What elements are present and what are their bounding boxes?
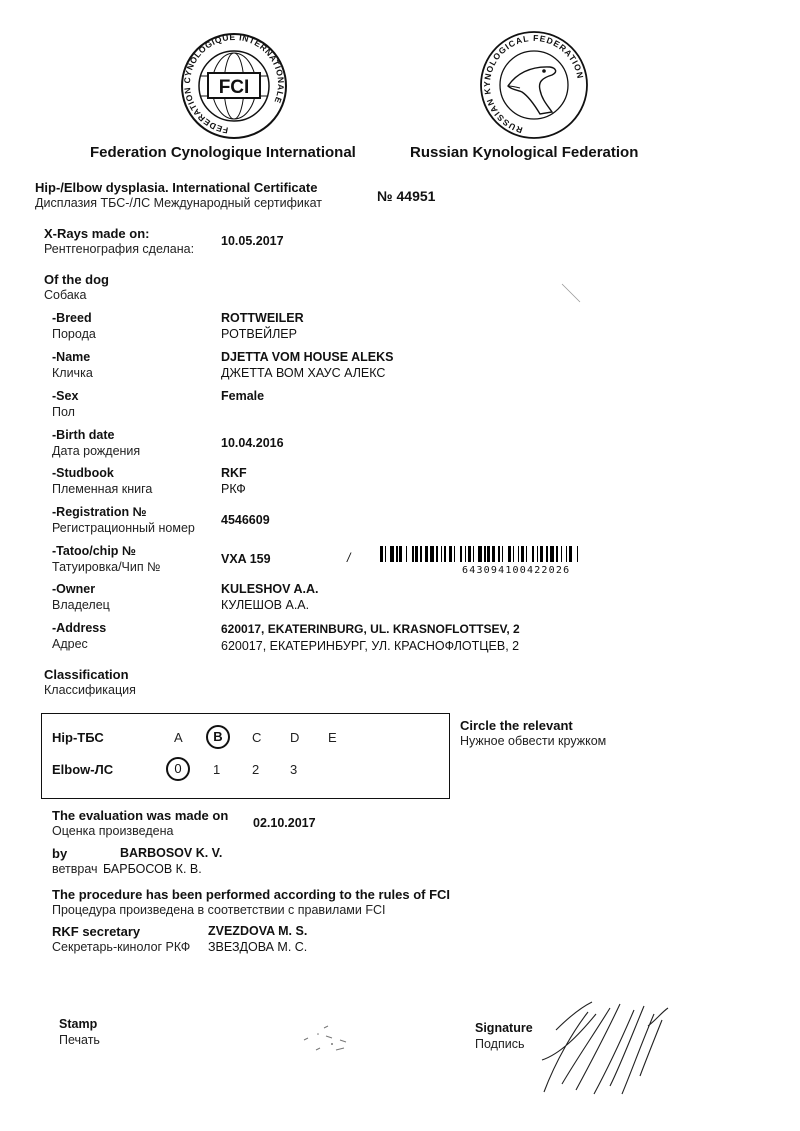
breed-label-en: -Breed: [52, 311, 92, 325]
barcode-bar: [487, 546, 490, 562]
fci-name: Federation Cynologique International: [90, 144, 356, 161]
barcode-bar: [498, 546, 500, 562]
classification-box: [41, 713, 450, 799]
dog-section-en: Of the dog: [44, 272, 109, 287]
stamp-label-en: Stamp: [59, 1017, 98, 1031]
barcode-bar: [569, 546, 572, 562]
elbow-grade-2: 2: [252, 762, 260, 777]
studbook-label-en: -Studbook: [52, 466, 114, 480]
procedure-ru: Процедура произведена в соответствии с правилами FCI: [52, 903, 386, 917]
hip-grade-b-circled: B: [206, 725, 230, 749]
fci-logo: [176, 32, 292, 140]
barcode-bar: [420, 546, 422, 562]
barcode-bar: [521, 546, 524, 562]
barcode-bar: [390, 546, 395, 562]
elbow-grade-1: 1: [213, 762, 221, 777]
barcode-bar: [526, 546, 528, 562]
barcode-bar: [546, 546, 548, 562]
certificate-title-ru: Дисплазия ТБС-/ЛС Международный сертификат: [35, 196, 322, 210]
name-value-en: DJETTA VOM HOUSE ALEKS: [221, 350, 394, 364]
signature-label-en: Signature: [475, 1021, 533, 1035]
chip-number: 643094100422026: [462, 565, 571, 576]
signature-scrawl: [536, 990, 696, 1100]
registration-value: 4546609: [221, 513, 270, 527]
barcode-bar: [492, 546, 495, 562]
rkf-ring-text: RUSSIAN KYNOLOGICAL FEDERATION: [481, 32, 586, 136]
stamp-mark: [296, 1010, 356, 1060]
barcode-bar: [556, 546, 558, 562]
barcode-bar: [513, 546, 515, 562]
owner-label-ru: Владелец: [52, 598, 110, 612]
sex-label-en: -Sex: [52, 389, 79, 403]
secretary-name-en: ZVEZDOVA M. S.: [208, 924, 308, 938]
procedure-en: The procedure has been performed according to the rules of FCI: [52, 887, 451, 902]
classification-label-en: Classification: [44, 667, 129, 682]
registration-label-en: -Registration №: [52, 505, 147, 519]
barcode-bar: [412, 546, 414, 562]
elbow-grade-0-circled: 0: [166, 757, 190, 781]
barcode-bar: [566, 546, 568, 562]
stray-mark: [560, 282, 584, 311]
barcode-bar: [385, 546, 387, 562]
barcode-bar: [460, 546, 462, 562]
barcode-bar: [415, 546, 418, 562]
secretary-label-ru: Секретарь-кинолог РКФ: [52, 940, 191, 954]
barcode-bar: [396, 546, 398, 562]
elbow-grade-0: [166, 757, 190, 781]
hip-grade-e: E: [328, 730, 337, 745]
address-label-ru: Адрес: [52, 637, 88, 651]
barcode-bar: [518, 546, 520, 562]
tattoo-value: VXA 159: [221, 552, 271, 566]
barcode-bar: [380, 546, 383, 562]
barcode-bar: [399, 546, 402, 562]
svg-text:RUSSIAN KYNOLOGICAL FEDERATION: [482, 33, 586, 135]
barcode-bar: [473, 546, 475, 562]
barcode-bar: [454, 546, 456, 562]
xray-date: 10.05.2017: [221, 234, 284, 248]
barcode-bar: [502, 546, 504, 562]
owner-value-en: KULESHOV A.A.: [221, 582, 319, 596]
hip-grade-d: D: [290, 730, 300, 745]
studbook-label-ru: Племенная книга: [52, 482, 153, 496]
barcode-bar: [532, 546, 534, 562]
address-label-en: -Address: [52, 621, 107, 635]
evaluation-label-ru: Оценка произведена: [52, 824, 174, 838]
hip-grade-a: A: [174, 730, 183, 745]
barcode-bar: [484, 546, 486, 562]
barcode-bar: [465, 546, 467, 562]
birth-label-ru: Дата рождения: [52, 444, 141, 458]
registration-label-ru: Регистрационный номер: [52, 521, 195, 535]
sex-value: Female: [221, 389, 265, 403]
breed-label-ru: Порода: [52, 327, 96, 341]
rkf-name: Russian Kynological Federation: [410, 144, 639, 161]
barcode-bar: [478, 546, 483, 562]
barcode-bar: [468, 546, 471, 562]
stamp-label-ru: Печать: [59, 1033, 100, 1047]
xray-label-ru: Рентгенография сделана:: [44, 242, 195, 256]
owner-value-ru: КУЛЕШОВ А.А.: [221, 598, 310, 612]
fci-ring-text: FEDERATION CYNOLOGIQUE INTERNATIONALE: [181, 32, 287, 136]
address-value-en: 620017, EKATERINBURG, UL. KRASNOFLOTTSEV, 2: [221, 622, 520, 636]
tattoo-label-ru: Татуировка/Чип №: [52, 560, 161, 574]
rkf-logo: [478, 30, 590, 140]
barcode-bar: [540, 546, 543, 562]
chip-barcode: [380, 546, 678, 562]
hip-label: Hip-ТБС: [52, 730, 104, 745]
barcode-bar: [425, 546, 428, 562]
secretary-label-en: RKF secretary: [52, 924, 141, 939]
birth-value: 10.04.2016: [221, 436, 284, 450]
owner-label-en: -Owner: [52, 582, 96, 596]
hip-grade-c: C: [252, 730, 262, 745]
barcode-bar: [406, 546, 408, 562]
tattoo-label-en: -Tatoo/chip №: [52, 544, 136, 558]
birth-label-en: -Birth date: [52, 428, 115, 442]
vet-name-en: BARBOSOV K. V.: [120, 846, 223, 860]
signature-label-ru: Подпись: [475, 1037, 525, 1051]
tattoo-separator: /: [347, 551, 351, 565]
by-label-en: by: [52, 846, 68, 861]
elbow-label: Elbow-ЛС: [52, 762, 114, 777]
evaluation-date: 02.10.2017: [253, 816, 316, 830]
studbook-value-ru: РКФ: [221, 482, 246, 496]
barcode-bar: [550, 546, 555, 562]
sex-label-ru: Пол: [52, 405, 75, 419]
hip-grade-b: [206, 725, 230, 749]
certificate-number: № 44951: [377, 188, 436, 204]
barcode-bar: [537, 546, 539, 562]
barcode-bar: [441, 546, 443, 562]
secretary-name-ru: ЗВЕЗДОВА М. С.: [208, 940, 308, 954]
dog-section-ru: Собака: [44, 288, 87, 302]
certificate-title-en: Hip-/Elbow dysplasia. International Certificate: [35, 180, 318, 195]
name-value-ru: ДЖЕТТА ВОМ ХАУС АЛЕКС: [221, 366, 386, 380]
vet-name-ru: БАРБОСОВ К. В.: [103, 862, 202, 876]
studbook-value-en: RKF: [221, 466, 247, 480]
name-label-ru: Кличка: [52, 366, 93, 380]
barcode-bar: [436, 546, 438, 562]
circle-note-en: Circle the relevant: [460, 718, 573, 733]
breed-value-ru: РОТВЕЙЛЕР: [221, 327, 297, 341]
classification-label-ru: Классификация: [44, 683, 136, 697]
elbow-grade-3: 3: [290, 762, 298, 777]
barcode-bar: [449, 546, 452, 562]
barcode-bar: [430, 546, 435, 562]
by-label-ru: ветврач: [52, 862, 98, 876]
xray-label-en: X-Rays made on:: [44, 226, 150, 241]
barcode-bar: [444, 546, 446, 562]
circle-note-ru: Нужное обвести кружком: [460, 734, 607, 748]
evaluation-label-en: The evaluation was made on: [52, 808, 229, 823]
barcode-bar: [577, 546, 579, 562]
name-label-en: -Name: [52, 350, 91, 364]
address-value-ru: 620017, ЕКАТЕРИНБУРГ, УЛ. КРАСНОФЛОТЦЕВ, 2: [221, 639, 520, 653]
fci-logo-text: FCI: [218, 77, 250, 98]
barcode-bar: [508, 546, 511, 562]
breed-value-en: ROTTWEILER: [221, 311, 304, 325]
barcode-bar: [561, 546, 563, 562]
